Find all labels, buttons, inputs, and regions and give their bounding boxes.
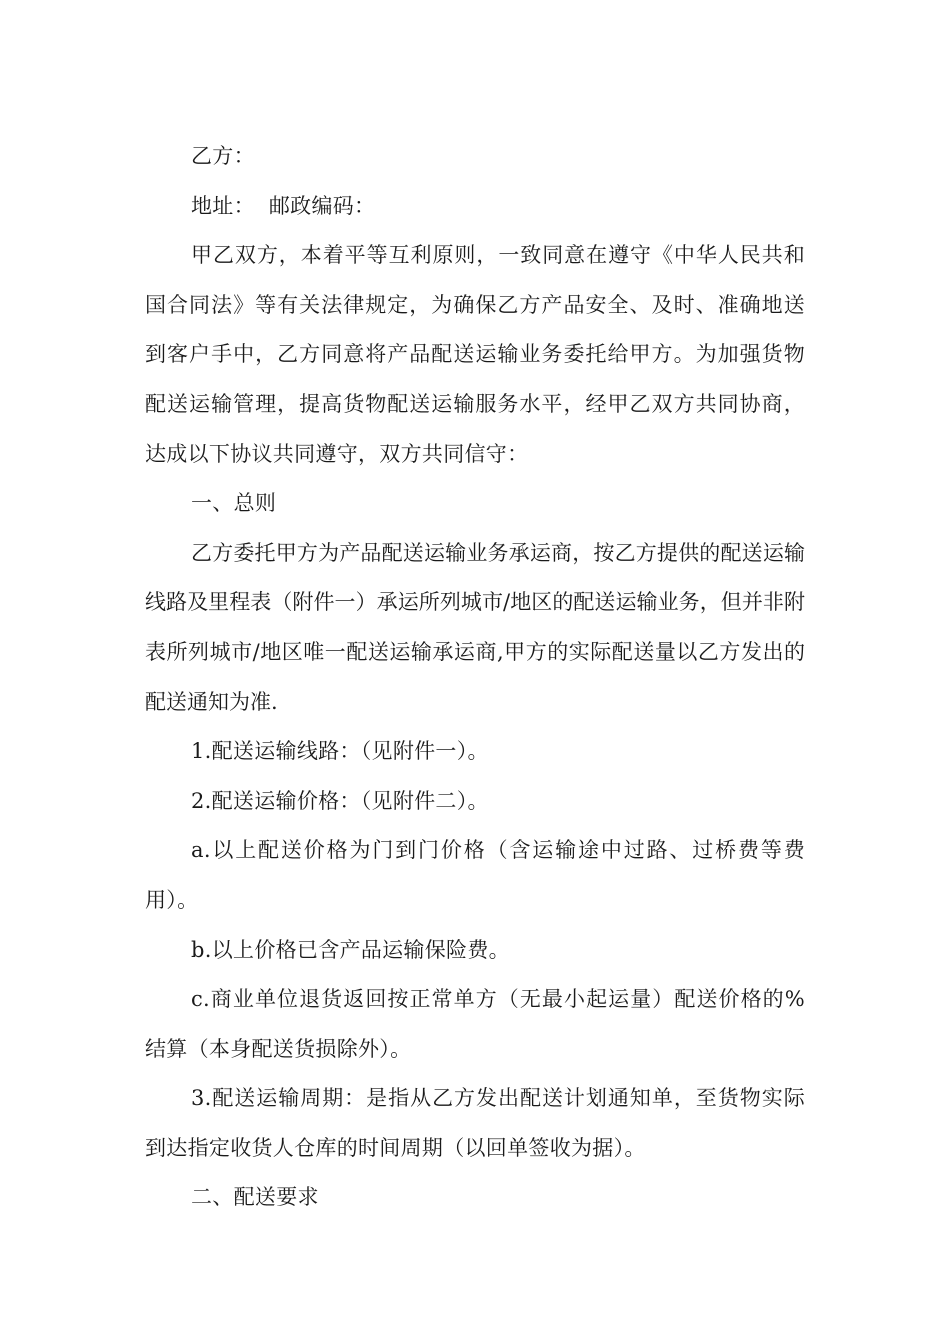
document-body [145,132,805,1223]
clause-cycle: 3.配送运输周期：是指从乙方发出配送计划通知单，至货物实际到达指定收货人仓库的时间周期（以回单签收为据）。 [145,1086,805,1160]
clause-price-c: c.商业单位退货返回按正常单方（无最小起运量）配送价格的%结算（本身配送货损除外）。 [145,987,805,1061]
party-b-line: 乙方： [191,144,255,168]
preamble-paragraph: 甲乙双方，本着平等互利原则，一致同意在遵守《中华人民共和国合同法》等有关法律规定，为确保乙方产品安全、及时、准确地送到客户手中，乙方同意将产品配送运输业务委托给甲方。为加强货物配送运输管理，提高货物配送运输服务水平，经甲乙双方共同协商，达成以下协议共同遵守，双方共同信守： [145,243,805,466]
section-heading-general: 一、总则 [191,491,277,516]
section-heading-requirements: 二、配送要求 [191,1185,319,1210]
clause-price: 2.配送运输价格：（见附件二）。 [191,788,489,813]
clause-price-a: a.以上配送价格为门到门价格（含运输途中过路、过桥费等费用）。 [145,838,805,912]
general-paragraph: 乙方委托甲方为产品配送运输业务承运商，按乙方提供的配送运输线路及里程表（附件一）承运所列城市/地区的配送运输业务，但并非附表所列城市/地区唯一配送运输承运商,甲方的实际配送量以乙方发出的配送通知为准. [145,540,805,714]
clause-route: 1.配送运输线路：（见附件一）。 [191,739,489,764]
address-postcode-line: 地址： 邮政编码： [191,193,376,218]
clause-price-b: b.以上价格已含产品运输保险费。 [191,937,510,962]
